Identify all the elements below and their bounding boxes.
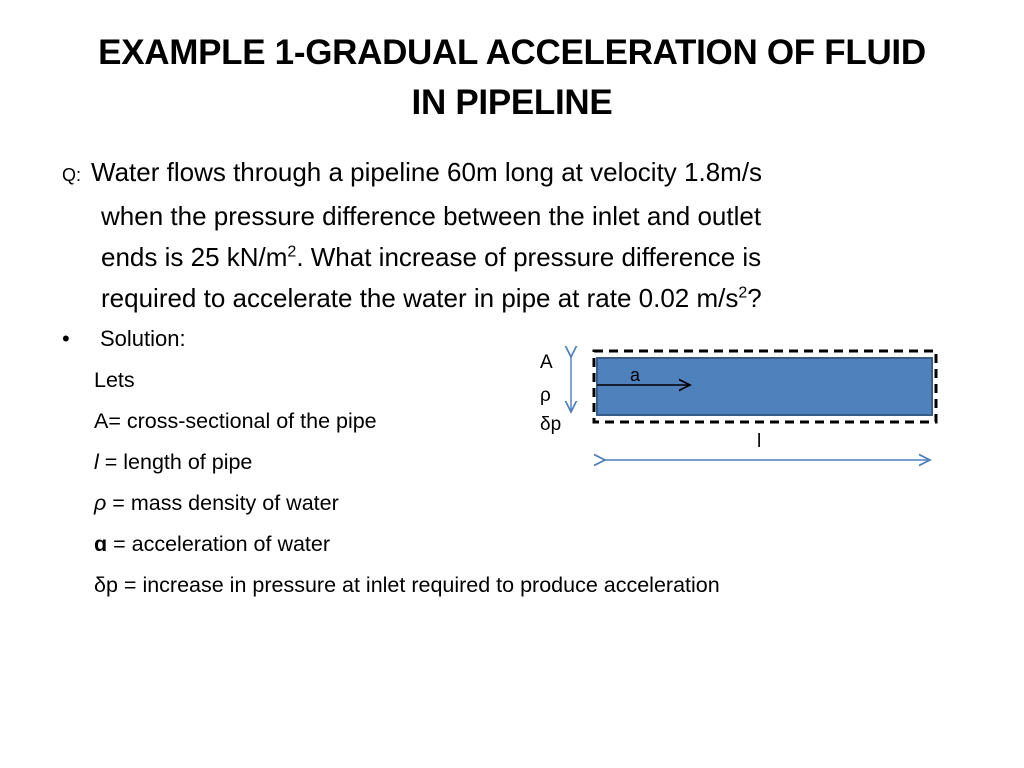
bullet-dot: •	[62, 326, 70, 351]
question-line-3	[62, 237, 962, 278]
question-text-4a: required to accelerate the water in pipe at rate 0.02 m/s	[101, 283, 739, 313]
symbol-length: l	[94, 450, 99, 474]
superscript-2: 2	[287, 243, 297, 261]
solution-bullet	[62, 325, 186, 353]
pipe-diagram	[530, 345, 950, 475]
symbol-pressure: δp	[94, 573, 118, 597]
label-pressure: δp	[540, 414, 562, 435]
definition-density	[94, 489, 720, 530]
question-text-1: Water flows through a pipeline 60m long at velocity 1.8m/s	[91, 157, 763, 187]
title-line-2: IN PIPELINE	[411, 83, 613, 122]
symbol-acceleration: ɑ	[94, 532, 108, 556]
question-text-3a: ends is 25 kN/m	[101, 242, 288, 272]
question-line-4	[62, 278, 962, 319]
question-line-1	[62, 152, 962, 196]
label-area: A	[540, 352, 553, 373]
superscript-2: 2	[738, 284, 748, 302]
definition-area-text: = cross-sectional of the pipe	[108, 409, 377, 433]
definition-acceleration	[94, 530, 720, 571]
symbol-area: A	[94, 409, 109, 433]
question-text-3b: . What increase of pressure difference is	[296, 242, 762, 272]
title-line-1: EXAMPLE 1-GRADUAL ACCELERATION OF FLUID	[98, 33, 926, 72]
question-prefix: Q:	[62, 165, 82, 185]
question-line-2: when the pressure difference between the inlet and outlet	[101, 201, 762, 231]
label-acceleration: a	[630, 365, 641, 385]
label-density: ρ	[540, 385, 551, 406]
definition-acceleration-text: = acceleration of water	[107, 532, 331, 556]
definition-length-text: = length of pipe	[98, 450, 253, 474]
lets-line: Lets	[94, 368, 135, 392]
label-length: l	[757, 431, 762, 452]
definition-pressure-text: = increase in pressure at inlet required to produce acceleration	[117, 573, 720, 597]
question-text-4b: ?	[747, 283, 762, 313]
question-block	[62, 152, 962, 319]
solution-label: Solution:	[100, 326, 186, 351]
symbol-density: ρ	[94, 491, 107, 515]
definition-density-text: = mass density of water	[106, 491, 339, 515]
definition-pressure	[94, 571, 720, 612]
slide-title	[40, 28, 984, 128]
pipe-body	[597, 358, 932, 415]
